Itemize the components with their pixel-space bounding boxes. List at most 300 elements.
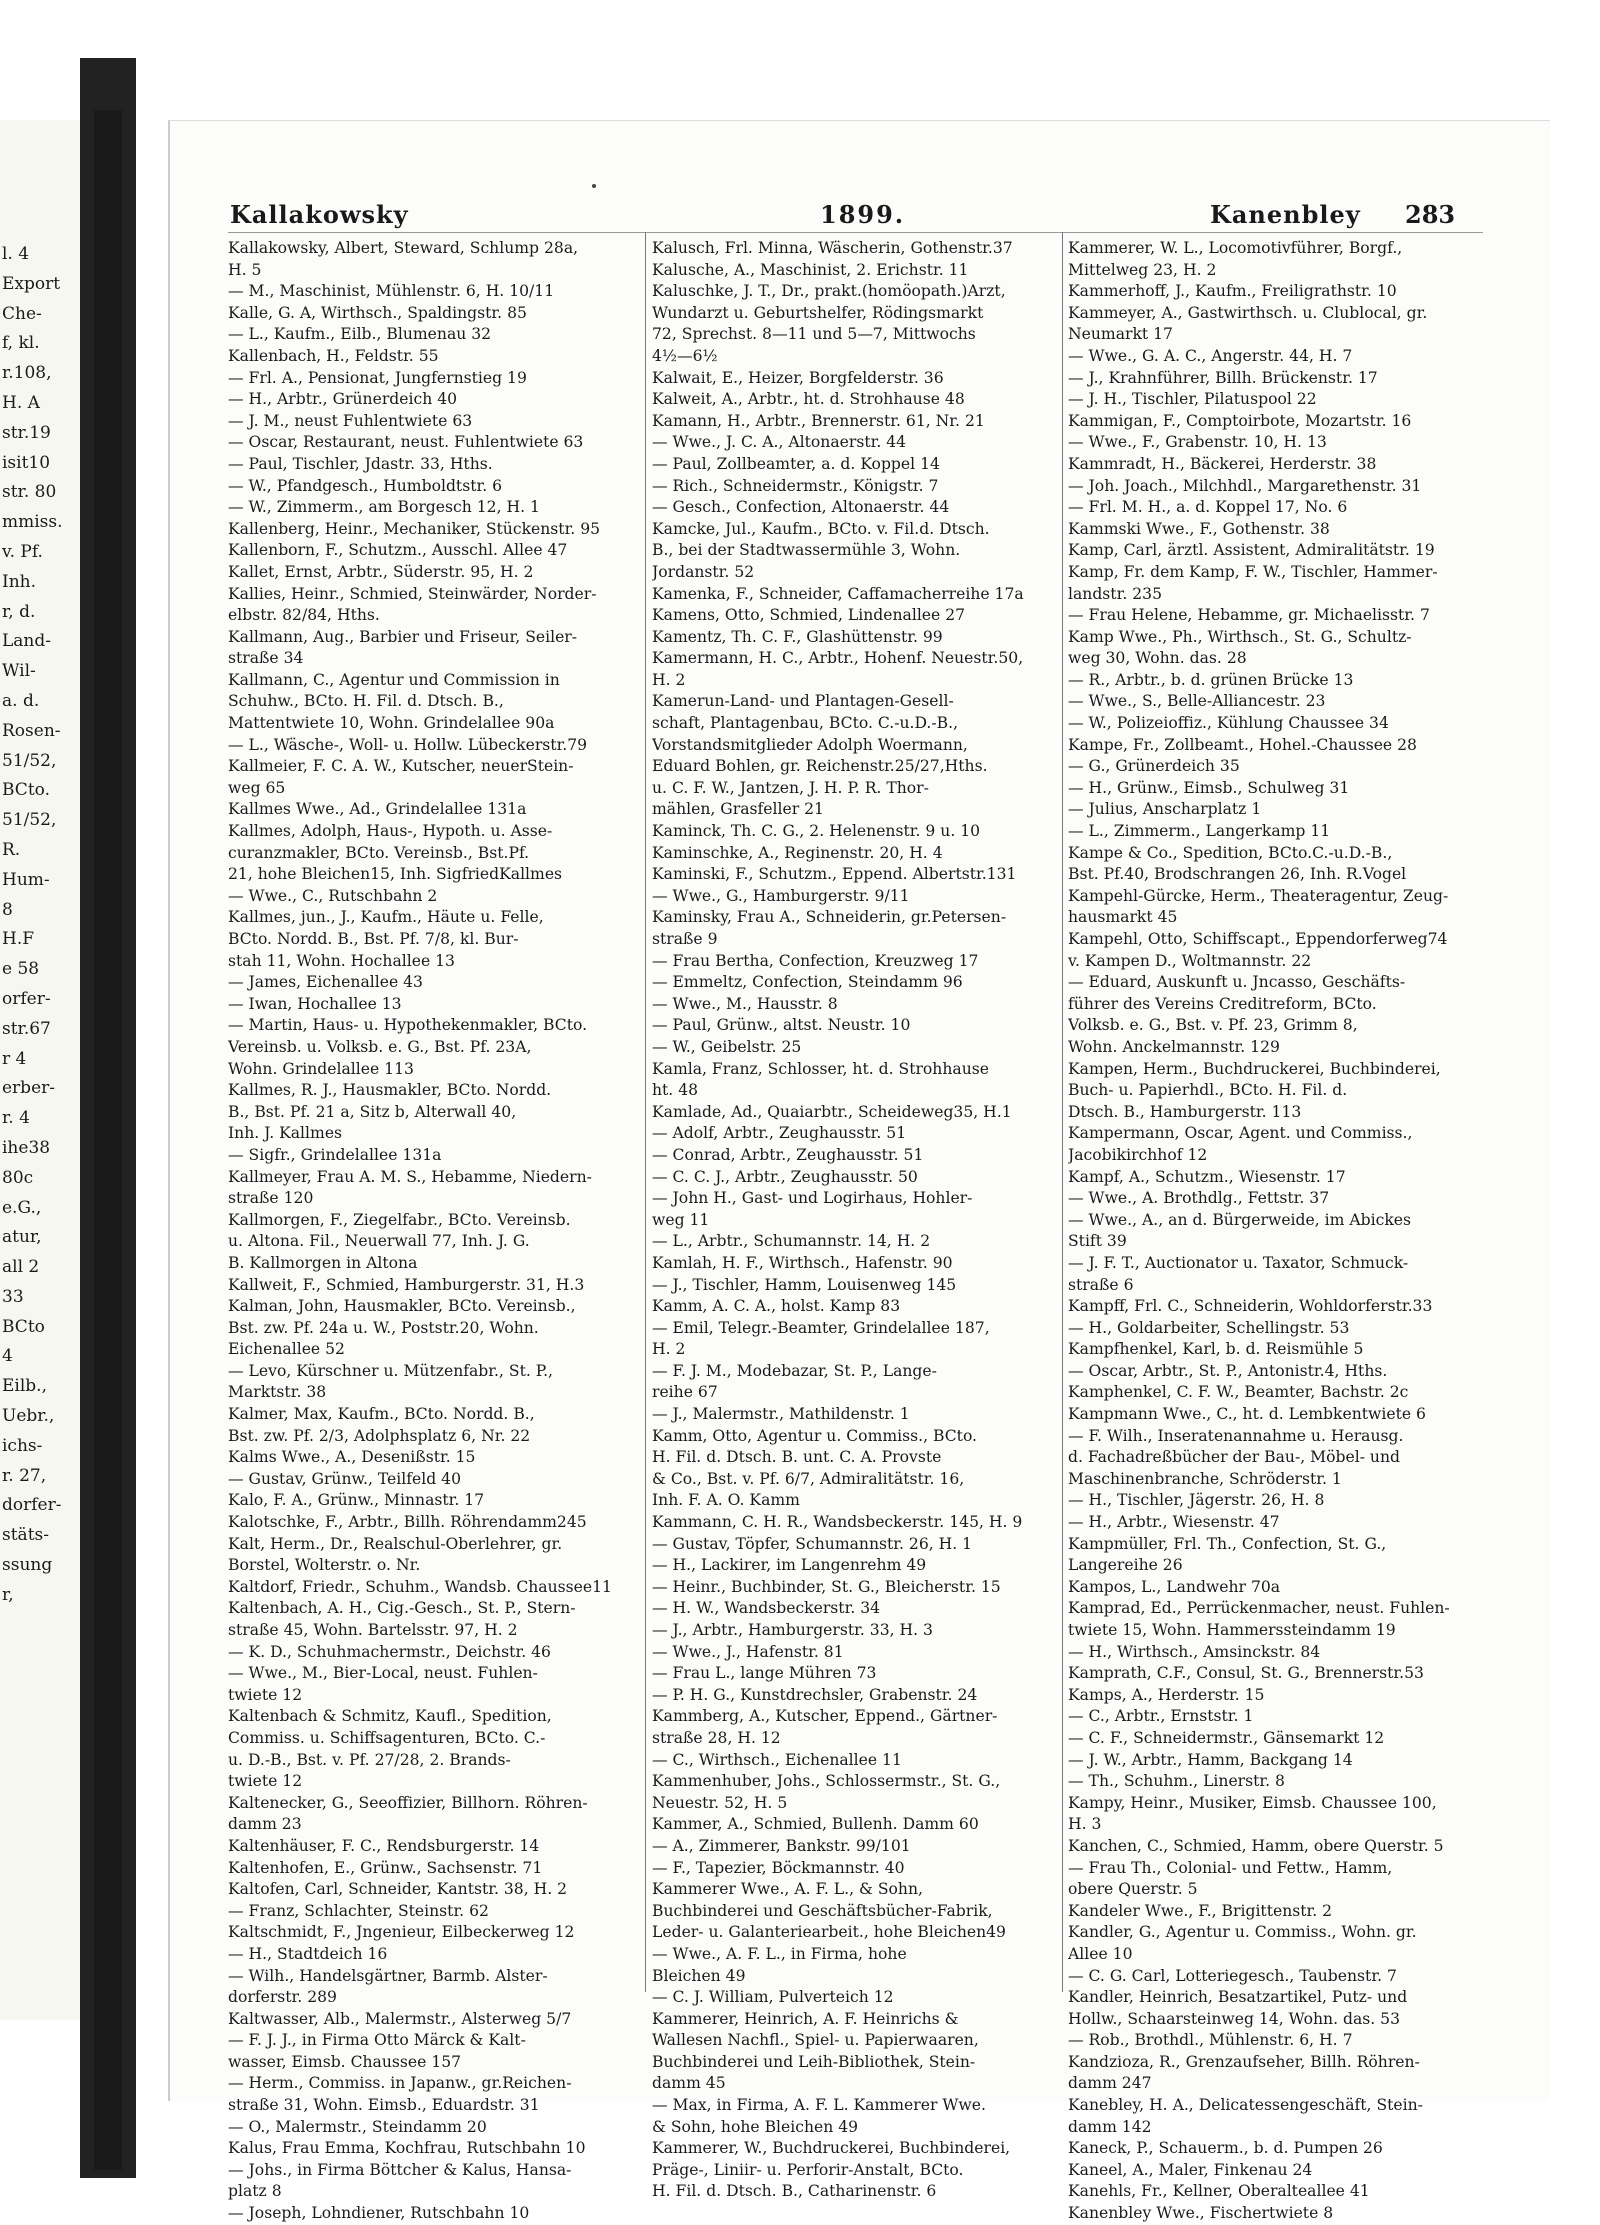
directory-entry-line: — Frl. M. H., a. d. Koppel 17, No. 6 (1068, 498, 1348, 517)
directory-entry-line: — J. M., neust Fuhlentwiete 63 (228, 411, 473, 430)
directory-entry-line: Dtsch. B., Hamburgerstr. 113 (1068, 1102, 1302, 1121)
left-margin-line: Rosen- (2, 720, 61, 741)
directory-entry-line: Kalwait, E., Heizer, Borgfelderstr. 36 (652, 368, 944, 387)
directory-entry-line: Kaneck, P., Schauerm., b. d. Pumpen 26 (1068, 2139, 1383, 2158)
directory-entry-line: Mattentwiete 10, Wohn. Grindelallee 90a (228, 714, 555, 733)
directory-entry-line: Kampe & Co., Spedition, BCto.C.-u.D.-B., (1068, 843, 1393, 862)
directory-entry-line: — John H., Gast- und Logirhaus, Hohler- (652, 1189, 973, 1208)
left-margin-line: mmiss. (2, 512, 63, 533)
directory-entry-line: Kammer, A., Schmied, Bullenh. Damm 60 (652, 1815, 979, 1834)
directory-entry-line: Kaminck, Th. C. G., 2. Helenenstr. 9 u. 10 (652, 822, 981, 841)
directory-entry-line: B. Kallmorgen in Altona (228, 1253, 418, 1272)
directory-entry-line: Kammenhuber, Johs., Schlossermstr., St. G., (652, 1772, 1001, 1791)
directory-entry-line: B., bei der Stadtwassermühle 3, Wohn. (652, 541, 961, 560)
directory-entry-line: Inh. J. Kallmes (228, 1124, 343, 1143)
directory-entry-line: — H., Tischler, Jägerstr. 26, H. 8 (1068, 1491, 1325, 1510)
directory-entry-line: Bst. Pf.40, Brodschrangen 26, Inh. R.Vogel (1068, 865, 1407, 884)
directory-entry-line: Kamphenkel, C. F. W., Beamter, Bachstr. 2c (1068, 1383, 1409, 1402)
directory-entry-line: Kallmann, C., Agentur und Commission in (228, 670, 560, 689)
directory-entry-line: — Franz, Schlachter, Steinstr. 62 (228, 1901, 489, 1920)
left-margin-line: str. 80 (2, 482, 57, 503)
directory-entry-line: — W., Geibelstr. 25 (652, 1037, 802, 1056)
directory-entry-line: Wundarzt u. Geburtshelfer, Rödingsmarkt (652, 303, 984, 322)
book-binding-shadow (94, 110, 122, 2170)
directory-entry-line: — Paul, Tischler, Jdastr. 33, Hths. (228, 454, 493, 473)
directory-entry-line: Neumarkt 17 (1068, 325, 1173, 344)
directory-entry-line: Kallakowsky, Albert, Steward, Schlump 28a, (228, 239, 579, 257)
directory-entry-line: Kammerhoff, J., Kaufm., Freiligrathstr. 10 (1068, 282, 1397, 301)
directory-entry-line: Kaltdorf, Friedr., Schuhm., Wandsb. Chaussee11 (228, 1577, 612, 1596)
directory-entry-line: — H., Stadtdeich 16 (228, 1944, 388, 1963)
directory-entry-line: — Eduard, Auskunft u. Jncasso, Geschäfts- (1068, 973, 1406, 992)
left-margin-line: H.F (2, 929, 35, 950)
directory-entry-line: Kampos, L., Landwehr 70a (1068, 1577, 1281, 1596)
directory-entry-line: mählen, Grasfeller 21 (652, 800, 824, 819)
directory-entry-line: — H., Goldarbeiter, Schellingstr. 53 (1068, 1318, 1350, 1337)
directory-entry-line: — Wwe., M., Hausstr. 8 (652, 994, 838, 1013)
directory-column-2 (652, 238, 1062, 2203)
directory-entry-line: Wohn. Grindelallee 113 (228, 1059, 414, 1078)
directory-entry-line: — C. J. William, Pulverteich 12 (652, 1988, 894, 2007)
directory-entry-line: Stift 39 (1068, 1232, 1127, 1251)
directory-entry-line: Buch- u. Papierhdl., BCto. H. Fil. d. (1068, 1081, 1348, 1100)
left-margin-line: 8 (2, 899, 13, 920)
directory-entry-line: Kalusch, Frl. Minna, Wäscherin, Gothenstr.37 (652, 239, 1013, 257)
directory-entry-line: — Paul, Grünw., altst. Neustr. 10 (652, 1016, 911, 1035)
directory-entry-line: — L., Arbtr., Schumannstr. 14, H. 2 (652, 1232, 931, 1251)
left-margin-line: ssung (2, 1555, 53, 1576)
directory-entry-line: — J. W., Arbtr., Hamm, Backgang 14 (1068, 1750, 1353, 1769)
directory-entry-line: — O., Malermstr., Steindamm 20 (228, 2117, 487, 2136)
left-margin-line: isit10 (2, 452, 51, 473)
left-margin-line: H. A (2, 392, 40, 413)
directory-entry-line: — Gustav, Töpfer, Schumannstr. 26, H. 1 (652, 1534, 973, 1553)
directory-entry-line: Kampff, Frl. C., Schneiderin, Wohldorferstr.33 (1068, 1297, 1433, 1316)
directory-entry-line: Kamenka, F., Schneider, Caffamacherreihe 17a (652, 584, 1024, 603)
left-margin-line: r. 27, (2, 1465, 47, 1486)
directory-entry-line: straße 34 (228, 649, 304, 668)
directory-column-1 (228, 238, 640, 2225)
directory-entry-line: Kaltenbach, A. H., Cig.-Gesch., St. P., Stern- (228, 1599, 576, 1618)
directory-entry-line: Kalotschke, F., Arbtr., Billh. Röhrendamm245 (228, 1513, 587, 1532)
directory-entry-line: — Wwe., M., Bier-Local, neust. Fuhlen- (228, 1664, 538, 1683)
directory-entry-line: — C., Arbtr., Ernststr. 1 (1068, 1707, 1254, 1726)
left-margin-line: Eilb., (2, 1376, 47, 1397)
directory-entry-line: — C. G. Carl, Lotteriegesch., Taubenstr. 7 (1068, 1966, 1397, 1985)
directory-entry-line: Kampehl-Gürcke, Herm., Theateragentur, Zeug- (1068, 886, 1449, 905)
directory-entry-line: Kamprath, C.F., Consul, St. G., Brennerstr.53 (1068, 1664, 1424, 1683)
directory-entry-line: Kanehls, Fr., Kellner, Oberalteallee 41 (1068, 2182, 1370, 2201)
directory-entry-line: — H., Arbtr., Wiesenstr. 47 (1068, 1513, 1280, 1532)
left-margin-line: Uebr., (2, 1406, 55, 1427)
directory-entry-line: — Joh. Joach., Milchhdl., Margarethenstr. 31 (1068, 476, 1422, 495)
left-margin-line: Hum- (2, 869, 50, 890)
directory-entry-line: Kallmeyer, Frau A. M. S., Hebamme, Niedern- (228, 1167, 592, 1186)
left-margin-line: ichs- (2, 1435, 43, 1456)
directory-entry-line: — Adolf, Arbtr., Zeughausstr. 51 (652, 1124, 907, 1143)
left-margin-line: r, (2, 1584, 14, 1605)
directory-entry-line: Kallet, Ernst, Arbtr., Süderstr. 95, H. 2 (228, 562, 534, 581)
directory-entry-line: Kandler, Heinrich, Besatzartikel, Putz- und (1068, 1988, 1408, 2007)
directory-entry-line: Kallmes, Adolph, Haus-, Hypoth. u. Asse- (228, 822, 553, 841)
directory-entry-line: — Wwe., F., Grabenstr. 10, H. 13 (1068, 433, 1327, 452)
directory-entry-line: Kammski Wwe., F., Gothenstr. 38 (1068, 519, 1330, 538)
directory-entry-line: hausmarkt 45 (1068, 908, 1178, 927)
left-margin-line: 4 (2, 1346, 13, 1367)
directory-entry-line: — J., Krahnführer, Billh. Brückenstr. 17 (1068, 368, 1378, 387)
directory-entry-line: — Paul, Zollbeamter, a. d. Koppel 14 (652, 454, 940, 473)
directory-entry-line: v. Kampen D., Woltmannstr. 22 (1068, 951, 1312, 970)
directory-entry-line: curanzmakler, BCto. Vereinsb., Bst.Pf. (228, 843, 530, 862)
directory-entry-line: H. 5 (228, 260, 262, 279)
directory-entry-line: Kaneel, A., Maler, Finkenau 24 (1068, 2160, 1313, 2179)
left-margin-line: a. d. (2, 690, 40, 711)
directory-entry-line: straße 31, Wohn. Eimsb., Eduardstr. 31 (228, 2096, 540, 2115)
left-margin-line: orfer- (2, 988, 51, 1009)
directory-entry-line: Kaltschmidt, F., Jngenieur, Eilbeckerweg 12 (228, 1923, 575, 1942)
directory-entry-line: B., Bst. Pf. 21 a, Sitz b, Alterwall 40, (228, 1102, 517, 1121)
directory-entry-line: Kallmorgen, F., Ziegelfabr., BCto. Vereinsb. (228, 1210, 571, 1229)
directory-entry-line: H. 3 (1068, 1815, 1102, 1834)
directory-entry-line: Jordanstr. 52 (652, 562, 755, 581)
left-margin-line: dorfer- (2, 1495, 62, 1516)
print-speck (592, 184, 596, 188)
directory-entry-line: — C., Wirthsch., Eichenallee 11 (652, 1750, 902, 1769)
left-margin-line: f, kl. (2, 333, 40, 354)
directory-entry-line: Kalusche, A., Maschinist, 2. Erichstr. 11 (652, 260, 969, 279)
left-margin-line: str.67 (2, 1018, 51, 1039)
directory-entry-line: Kamm, A. C. A., holst. Kamp 83 (652, 1297, 901, 1316)
left-margin-line: Wil- (2, 661, 36, 682)
directory-entry-line: u. D.-B., Bst. v. Pf. 27/28, 2. Brands- (228, 1750, 511, 1769)
directory-entry-line: — Martin, Haus- u. Hypothekenmakler, BCto. (228, 1016, 588, 1035)
directory-entry-line: Kandler, G., Agentur u. Commiss., Wohn. gr. (1068, 1923, 1417, 1942)
page-number: 283 (1405, 200, 1456, 229)
directory-entry-line: Eichenallee 52 (228, 1340, 345, 1359)
directory-entry-line: Kaminsky, Frau A., Schneiderin, gr.Petersen- (652, 908, 1007, 927)
directory-entry-line: Wohn. Anckelmannstr. 129 (1068, 1037, 1280, 1056)
directory-entry-line: — Wilh., Handelsgärtner, Barmb. Alster- (228, 1966, 548, 1985)
directory-entry-line: — Wwe., A., an d. Bürgerweide, im Abickes (1068, 1210, 1412, 1229)
directory-entry-line: H. 2 (652, 1340, 686, 1359)
directory-entry-line: straße 6 (1068, 1275, 1134, 1294)
directory-entry-line: Kallmes, jun., J., Kaufm., Häute u. Felle, (228, 908, 544, 927)
directory-entry-line: — Sigfr., Grindelallee 131a (228, 1145, 442, 1164)
left-margin-line: Inh. (2, 571, 37, 592)
page-header (200, 200, 1490, 230)
directory-entry-line: Kammigan, F., Comptoirbote, Mozartstr. 16 (1068, 411, 1412, 430)
directory-entry-line: Kaltwasser, Alb., Malermstr., Alsterweg 5/7 (228, 2009, 572, 2028)
directory-entry-line: Kamla, Franz, Schlosser, ht. d. Strohhause (652, 1059, 989, 1078)
directory-entry-line: — H., Grünw., Eimsb., Schulweg 31 (1068, 778, 1350, 797)
directory-entry-line: Langereihe 26 (1068, 1556, 1183, 1575)
directory-entry-line: Kampy, Heinr., Musiker, Eimsb. Chaussee 100, (1068, 1793, 1437, 1812)
directory-entry-line: — Frau Helene, Hebamme, gr. Michaelisstr. 7 (1068, 606, 1430, 625)
directory-entry-line: Bleichen 49 (652, 1966, 746, 1985)
directory-entry-line: Hollw., Schaarsteinweg 14, Wohn. das. 53 (1068, 2009, 1401, 2028)
directory-entry-line: — A., Zimmerer, Bankstr. 99/101 (652, 1836, 911, 1855)
directory-entry-line: Kaminschke, A., Reginenstr. 20, H. 4 (652, 843, 943, 862)
column-rule-1 (645, 232, 646, 1992)
directory-entry-line: — Wwe., J. C. A., Altonaerstr. 44 (652, 433, 907, 452)
left-margin-line: l. 4 (2, 244, 30, 264)
directory-entry-line: Bst. zw. Pf. 24a u. W., Poststr.20, Wohn. (228, 1318, 539, 1337)
directory-entry-line: straße 120 (228, 1189, 314, 1208)
left-margin-line: all 2 (2, 1257, 40, 1278)
directory-entry-line: — Th., Schuhm., Linerstr. 8 (1068, 1772, 1285, 1791)
directory-entry-line: Kampen, Herm., Buchdruckerei, Buchbinderei, (1068, 1059, 1441, 1078)
directory-entry-line: — Frau Th., Colonial- und Fettw., Hamm, (1068, 1858, 1393, 1877)
directory-entry-line: Kaltenhäuser, F. C., Rendsburgerstr. 14 (228, 1836, 540, 1855)
directory-entry-line: Präge-, Liniir- u. Perforir-Anstalt, BCto. (652, 2160, 964, 2179)
left-margin-line: ihe38 (2, 1137, 51, 1158)
directory-entry-line: Kampmüller, Frl. Th., Confection, St. G., (1068, 1534, 1387, 1553)
directory-entry-line: — H. W., Wandsbeckerstr. 34 (652, 1599, 881, 1618)
directory-entry-line: twiete 12 (228, 1772, 303, 1791)
directory-entry-line: Kamlade, Ad., Quaiarbtr., Scheideweg35, H.1 (652, 1102, 1012, 1121)
directory-entry-line: — F., Tapezier, Böckmannstr. 40 (652, 1858, 905, 1877)
directory-entry-line: ht. 48 (652, 1081, 699, 1100)
directory-entry-line: — Frl. A., Pensionat, Jungfernstieg 19 (228, 368, 527, 387)
left-margin-line: r 4 (2, 1048, 27, 1069)
directory-entry-line: Kaltofen, Carl, Schneider, Kantstr. 38, H. 2 (228, 1880, 568, 1899)
directory-entry-line: Kaluschke, J. T., Dr., prakt.(homöopath.)Arzt, (652, 282, 1006, 301)
directory-entry-line: Kallweit, F., Schmied, Hamburgerstr. 31, H.3 (228, 1275, 585, 1294)
directory-entry-line: H. Fil. d. Dtsch. B. unt. C. A. Provste (652, 1448, 942, 1467)
directory-entry-line: dorferstr. 289 (228, 1988, 337, 2007)
directory-entry-line: — Gustav, Grünw., Teilfeld 40 (228, 1469, 462, 1488)
left-margin-line: e.G., (2, 1197, 42, 1218)
directory-entry-line: Kallenberg, Heinr., Mechaniker, Stückenstr. 95 (228, 519, 601, 538)
directory-entry-line: Kamerun-Land- und Plantagen-Gesell- (652, 692, 954, 711)
directory-entry-line: landstr. 235 (1068, 584, 1162, 603)
directory-entry-line: damm 142 (1068, 2117, 1152, 2136)
directory-entry-line: Kampf, A., Schutzm., Wiesenstr. 17 (1068, 1167, 1346, 1186)
directory-entry-line: Kallenbach, H., Feldstr. 55 (228, 346, 439, 365)
directory-entry-line: — L., Kaufm., Eilb., Blumenau 32 (228, 325, 492, 344)
directory-entry-line: platz 8 (228, 2182, 282, 2201)
directory-entry-line: damm 45 (652, 2074, 726, 2093)
directory-entry-line: & Co., Bst. v. Pf. 6/7, Admiralitätstr. 16, (652, 1469, 965, 1488)
directory-entry-line: — J. F. T., Auctionator u. Taxator, Schmuck- (1068, 1253, 1409, 1272)
header-last-entry: Kanenbley (1210, 200, 1361, 229)
directory-entry-line: — M., Maschinist, Mühlenstr. 6, H. 10/11 (228, 282, 555, 301)
directory-entry-line: — Heinr., Buchbinder, St. G., Bleicherstr. 15 (652, 1577, 1001, 1596)
left-margin-line: erber- (2, 1078, 56, 1099)
directory-entry-line: Wallesen Nachfl., Spiel- u. Papierwaaren, (652, 2031, 979, 2050)
directory-entry-line: — Wwe., A. Brothdlg., Fettstr. 37 (1068, 1189, 1330, 1208)
directory-entry-line: — L., Zimmerm., Langerkamp 11 (1068, 822, 1331, 841)
directory-entry-line: BCto. Nordd. B., Bst. Pf. 7/8, kl. Bur- (228, 930, 519, 948)
left-margin-line: Export (2, 273, 61, 294)
directory-entry-line: Kalmer, Max, Kaufm., BCto. Nordd. B., (228, 1405, 535, 1424)
directory-entry-line: — H., Wirthsch., Amsinckstr. 84 (1068, 1642, 1321, 1661)
directory-entry-line: Kallmeier, F. C. A. W., Kutscher, neuerStein- (228, 757, 574, 776)
directory-entry-line: Kamp, Carl, ärztl. Assistent, Admiralitätstr. 19 (1068, 541, 1435, 560)
directory-entry-line: — Wwe., A. F. L., in Firma, hohe (652, 1944, 907, 1963)
directory-entry-line: stah 11, Wohn. Hochallee 13 (228, 951, 455, 970)
directory-entry-line: Kamp, Fr. dem Kamp, F. W., Tischler, Hammer- (1068, 562, 1438, 581)
directory-entry-line: Kammann, C. H. R., Wandsbeckerstr. 145, H. 9 (652, 1513, 1023, 1532)
directory-entry-line: Commiss. u. Schiffsagenturen, BCto. C.- (228, 1728, 546, 1747)
directory-entry-line: — W., Zimmerm., am Borgesch 12, H. 1 (228, 498, 540, 517)
left-page-fragment (0, 120, 80, 2020)
left-margin-line: r. 4 (2, 1108, 30, 1129)
directory-entry-line: schaft, Plantagenbau, BCto. C.-u.D.-B., (652, 714, 959, 733)
directory-entry-line: Kammeyer, A., Gastwirthsch. u. Clublocal, gr. (1068, 303, 1428, 322)
left-margin-line: r, d. (2, 601, 36, 622)
directory-entry-line: Kalus, Frau Emma, Kochfrau, Rutschbahn 10 (228, 2139, 586, 2158)
directory-entry-line: — Wwe., G. A. C., Angerstr. 44, H. 7 (1068, 346, 1353, 365)
directory-entry-line: straße 9 (652, 930, 718, 948)
directory-entry-line: — Wwe., C., Rutschbahn 2 (228, 886, 438, 905)
directory-entry-line: H. 2 (652, 670, 686, 689)
directory-entry-line: Kanenbley Wwe., Fischertwiete 8 (1068, 2204, 1334, 2223)
directory-entry-line: weg 30, Wohn. das. 28 (1068, 649, 1247, 668)
directory-entry-line: Kamlah, H. F., Wirthsch., Hafenstr. 90 (652, 1253, 953, 1272)
directory-entry-line: — Max, in Firma, A. F. L. Kammerer Wwe. (652, 2096, 986, 2115)
directory-entry-line: Vereinsb. u. Volksb. e. G., Bst. Pf. 23A, (228, 1037, 532, 1056)
directory-entry-line: — Emmeltz, Confection, Steindamm 96 (652, 973, 963, 992)
directory-entry-line: Kanebley, H. A., Delicatessengeschäft, Stein- (1068, 2096, 1423, 2115)
directory-entry-line: Eduard Bohlen, gr. Reichenstr.25/27,Hths. (652, 757, 988, 776)
directory-entry-line: — W., Pfandgesch., Humboldtstr. 6 (228, 476, 503, 495)
directory-entry-line: weg 65 (228, 778, 286, 797)
directory-entry-line: Leder- u. Galanteriearbeit., hohe Bleichen49 (652, 1923, 1006, 1942)
left-margin-lines (0, 120, 80, 1611)
left-margin-line: 51/52, (2, 810, 57, 831)
directory-entry-line: — R., Arbtr., b. d. grünen Brücke 13 (1068, 670, 1354, 689)
directory-entry-line: reihe 67 (652, 1383, 718, 1402)
left-margin-line: 51/52, (2, 750, 57, 771)
directory-entry-line: Kanchen, C., Schmied, Hamm, obere Querstr. 5 (1068, 1836, 1444, 1855)
directory-entry-line: — Wwe., S., Belle-Alliancestr. 23 (1068, 692, 1326, 711)
directory-entry-line: Borstel, Wolterstr. o. Nr. (228, 1556, 421, 1575)
directory-entry-line: Kampermann, Oscar, Agent. und Commiss., (1068, 1124, 1413, 1143)
directory-entry-line: u. C. F. W., Jantzen, J. H. P. R. Thor- (652, 778, 929, 797)
directory-entry-line: Kamann, H., Arbtr., Brennerstr. 61, Nr. 21 (652, 411, 985, 430)
directory-entry-line: — K. D., Schuhmachermstr., Deichstr. 46 (228, 1642, 551, 1661)
directory-entry-line: — C. C. J., Arbtr., Zeughausstr. 50 (652, 1167, 918, 1186)
directory-entry-line: 4½—6½ (652, 346, 718, 365)
directory-entry-line: Kalt, Herm., Dr., Realschul-Oberlehrer, gr. (228, 1534, 563, 1553)
directory-entry-line: Kallies, Heinr., Schmied, Steinwärder, Norder- (228, 584, 597, 603)
directory-entry-line: — L., Wäsche-, Woll- u. Hollw. Lübeckerstr.79 (228, 735, 588, 754)
directory-entry-line: Kaltenecker, G., Seeoffizier, Billhorn. Röhren- (228, 1793, 588, 1812)
directory-entry-line: — H., Lackirer, im Langenrehm 49 (652, 1556, 927, 1575)
directory-entry-line: 72, Sprechst. 8—11 und 5—7, Mittwochs (652, 325, 976, 344)
header-year: 1899. (820, 200, 906, 229)
directory-entry-line: straße 45, Wohn. Bartelsstr. 97, H. 2 (228, 1621, 518, 1639)
directory-entry-line: — Rob., Brothdl., Mühlenstr. 6, H. 7 (1068, 2031, 1353, 2050)
directory-entry-line: Marktstr. 38 (228, 1383, 327, 1402)
left-margin-line: stäts- (2, 1525, 49, 1546)
directory-entry-line: weg 11 (652, 1210, 710, 1229)
left-margin-line: 80c (2, 1167, 34, 1188)
directory-entry-line: Kallmann, Aug., Barbier und Friseur, Seiler- (228, 627, 578, 646)
directory-entry-line: Kalman, John, Hausmakler, BCto. Vereinsb., (228, 1297, 576, 1316)
directory-entry-line: — Herm., Commiss. in Japanw., gr.Reichen- (228, 2074, 572, 2093)
directory-entry-line: H. Fil. d. Dtsch. B., Catharinenstr. 6 (652, 2182, 937, 2201)
directory-entry-line: d. Fachadreßbücher der Bau-, Möbel- und (1068, 1448, 1400, 1467)
directory-entry-line: — J., Malermstr., Mathildenstr. 1 (652, 1405, 910, 1424)
directory-entry-line: Volksb. e. G., Bst. v. Pf. 23, Grimm 8, (1068, 1016, 1358, 1035)
directory-entry-line: Kallmes, R. J., Hausmakler, BCto. Nordd. (228, 1081, 552, 1100)
left-margin-line: BCto. (2, 780, 50, 801)
directory-entry-line: — Oscar, Arbtr., St. P., Antonistr.4, Hths. (1068, 1361, 1388, 1380)
directory-entry-line: — Wwe., G., Hamburgerstr. 9/11 (652, 886, 910, 905)
left-margin-line: e 58 (2, 959, 40, 980)
directory-entry-line: Kamprad, Ed., Perrückenmacher, neust. Fuhlen- (1068, 1599, 1450, 1618)
directory-entry-line: — Emil, Telegr.-Beamter, Grindelallee 187, (652, 1318, 990, 1337)
directory-entry-line: — W., Polizeioffiz., Kühlung Chaussee 34 (1068, 714, 1389, 733)
left-margin-line: R. (2, 839, 21, 860)
directory-entry-line: Kaltenhofen, E., Grünw., Sachsenstr. 71 (228, 1858, 543, 1877)
directory-entry-line: straße 28, H. 12 (652, 1728, 781, 1747)
directory-entry-line: — F. Wilh., Inseratenannahme u. Herausg. (1068, 1426, 1404, 1445)
directory-entry-line: Kammerer Wwe., A. F. L., & Sohn, (652, 1880, 923, 1899)
directory-entry-line: Kamps, A., Herderstr. 15 (1068, 1685, 1265, 1704)
directory-entry-line: — Conrad, Arbtr., Zeughausstr. 51 (652, 1145, 924, 1164)
directory-entry-line: — C. F., Schneidermstr., Gänsemarkt 12 (1068, 1728, 1385, 1747)
left-margin-line: v. Pf. (2, 541, 43, 562)
directory-entry-line: damm 247 (1068, 2074, 1152, 2093)
directory-entry-line: Kampe, Fr., Zollbeamt., Hohel.-Chaussee 28 (1068, 735, 1417, 754)
directory-entry-line: Kalle, G. A, Wirthsch., Spaldingstr. 85 (228, 303, 527, 322)
directory-entry-line: wasser, Eimsb. Chaussee 157 (228, 2052, 462, 2071)
directory-entry-line: — G., Grünerdeich 35 (1068, 757, 1240, 776)
directory-entry-line: — J., Arbtr., Hamburgerstr. 33, H. 3 (652, 1621, 933, 1639)
directory-entry-line: Kampmann Wwe., C., ht. d. Lembkentwiete 6 (1068, 1405, 1426, 1424)
left-margin-line: 33 (2, 1286, 24, 1307)
directory-entry-line: Bst. zw. Pf. 2/3, Adolphsplatz 6, Nr. 22 (228, 1426, 531, 1445)
directory-entry-line: Buchbinderei und Geschäftsbücher-Fabrik, (652, 1901, 993, 1920)
directory-entry-line: damm 23 (228, 1815, 302, 1834)
directory-entry-line: elbstr. 82/84, Hths. (228, 606, 380, 625)
directory-column-3 (1068, 238, 1480, 2225)
directory-entry-line: Kalms Wwe., A., Desenißstr. 15 (228, 1448, 476, 1467)
left-margin-line: atur, (2, 1227, 42, 1248)
directory-entry-line: — Frau Bertha, Confection, Kreuzweg 17 (652, 951, 979, 970)
directory-entry-line: Kallenborn, F., Schutzm., Ausschl. Allee 47 (228, 541, 568, 560)
directory-entry-line: Kandeler Wwe., F., Brigittenstr. 2 (1068, 1901, 1333, 1920)
directory-entry-line: & Sohn, hohe Bleichen 49 (652, 2117, 859, 2136)
directory-entry-line: Allee 10 (1068, 1944, 1133, 1963)
directory-entry-line: Vorstandsmitglieder Adolph Woermann, (652, 735, 968, 754)
directory-entry-line: — J. H., Tischler, Pilatuspool 22 (1068, 390, 1317, 409)
directory-entry-line: Buchbinderei und Leih-Bibliothek, Stein- (652, 2052, 976, 2071)
directory-entry-line: — Iwan, Hochallee 13 (228, 994, 402, 1013)
directory-entry-line: obere Querstr. 5 (1068, 1880, 1198, 1899)
left-margin-line: Che- (2, 303, 42, 324)
directory-entry-line: Neuestr. 52, H. 5 (652, 1793, 788, 1812)
directory-entry-line: Kammberg, A., Kutscher, Eppend., Gärtner- (652, 1707, 998, 1726)
directory-entry-line: twiete 12 (228, 1685, 303, 1704)
directory-entry-line: 21, hohe Bleichen15, Inh. SigfriedKallmes (228, 865, 563, 884)
left-margin-line: str.19 (2, 422, 51, 443)
directory-entry-line: Mittelweg 23, H. 2 (1068, 260, 1217, 279)
column-rule-2 (1062, 232, 1063, 1992)
directory-entry-line: — H., Arbtr., Grünerdeich 40 (228, 390, 458, 409)
directory-entry-line: Kammradt, H., Bäckerei, Herderstr. 38 (1068, 454, 1377, 473)
header-first-entry: Kallakowsky (230, 200, 409, 229)
directory-entry-line: — Johs., in Firma Böttcher & Kalus, Hansa- (228, 2160, 572, 2179)
directory-entry-line: Kamermann, H. C., Arbtr., Hohenf. Neuestr.50, (652, 649, 1024, 668)
directory-entry-line: Kammerer, Heinrich, A. F. Heinrichs & (652, 2009, 959, 2028)
directory-entry-line: — F. J. M., Modebazar, St. P., Lange- (652, 1361, 937, 1380)
directory-entry-line: Jacobikirchhof 12 (1068, 1145, 1208, 1164)
directory-entry-line: — Rich., Schneidermstr., Königstr. 7 (652, 476, 939, 495)
